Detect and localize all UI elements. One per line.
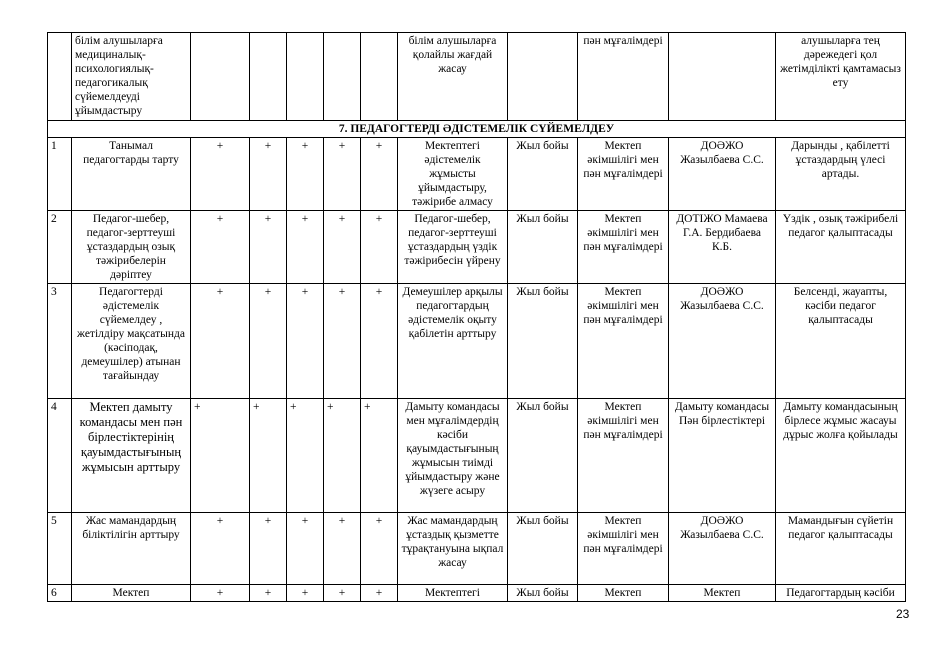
plan-table (47, 32, 906, 602)
page-number: 23 (896, 607, 910, 621)
row-participants: Мектеп әкімшілігі мен пән мұғалімдері (578, 284, 669, 399)
row-mark: + (361, 211, 398, 284)
table-row (48, 513, 906, 585)
row-responsible: ДОӘЖО Жазылбаева С.С. (669, 284, 776, 399)
row-mark: + (361, 138, 398, 211)
row-responsible: Дамыту командасы Пән бірлестіктері (669, 399, 776, 513)
row-mark: + (250, 399, 287, 513)
row-activity: Мектептегі (398, 585, 508, 602)
row-mark: + (361, 284, 398, 399)
section-title: 7. ПЕДАГОГТЕРДІ ӘДІСТЕМЕЛІК СҮЙЕМЕЛДЕУ (48, 121, 906, 138)
row-activity: Мектептегі әдістемелік жұмысты ұйымдастыру, тәжірибе алмасу (398, 138, 508, 211)
row-responsible (669, 33, 776, 121)
row-mark: + (250, 284, 287, 399)
row-participants: Мектеп әкімшілігі мен пән мұғалімдері (578, 399, 669, 513)
row-mark: + (287, 284, 324, 399)
row-number: 1 (48, 138, 72, 211)
row-participants: Мектеп (578, 585, 669, 602)
row-mark: + (250, 513, 287, 585)
row-activity: білім алушыларға қолайлы жағдай жасау (398, 33, 508, 121)
row-result: Мамандығын сүйетін педагог қалыптасады (776, 513, 906, 585)
row-participants: Мектеп әкімшілігі мен пән мұғалімдері (578, 138, 669, 211)
row-name: Танымал педагогтарды тарту (72, 138, 191, 211)
row-responsible: ДОӘЖО Жазылбаева С.С. (669, 138, 776, 211)
row-mark: + (287, 513, 324, 585)
table-row (48, 211, 906, 284)
row-result: Белсенді, жауапты, кәсіби педагог қалыптасады (776, 284, 906, 399)
row-mark: + (191, 138, 250, 211)
row-name: білім алушыларға медициналық-психологиялық-педагогикалық сүйемелдеуді ұйымдастыру (72, 33, 191, 121)
row-mark: + (191, 585, 250, 602)
row-name: Педагог-шебер, педагог-зерттеуші ұстаздардың озық тәжірибелерін дәріптеу (72, 211, 191, 284)
row-participants: пән мұғалімдері (578, 33, 669, 121)
row-result: Дарынды , қабілетті ұстаздардың үлесі артады. (776, 138, 906, 211)
row-number: 2 (48, 211, 72, 284)
row-term: Жыл бойы (508, 138, 578, 211)
row-number: 4 (48, 399, 72, 513)
row-mark: + (250, 138, 287, 211)
row-term (508, 33, 578, 121)
row-number: 5 (48, 513, 72, 585)
row-mark: + (324, 138, 361, 211)
row-mark: + (324, 399, 361, 513)
row-responsible: Мектеп (669, 585, 776, 602)
row-responsible: ДОТІЖО Мамаева Г.А. Бердибаева К.Б. (669, 211, 776, 284)
row-name: Мектеп дамыту командасы мен пән бірлестіктерінің қауымдастығының жұмысын арттыру (72, 399, 191, 513)
row-mark: + (287, 138, 324, 211)
row-mark: + (191, 513, 250, 585)
table-row (48, 33, 906, 121)
row-term: Жыл бойы (508, 585, 578, 602)
row-mark: + (324, 513, 361, 585)
row-number: 3 (48, 284, 72, 399)
row-mark (250, 33, 287, 121)
row-term: Жыл бойы (508, 211, 578, 284)
row-mark: + (324, 284, 361, 399)
row-mark: + (287, 585, 324, 602)
row-result: Дамыту командасының бірлесе жұмыс жасауы дұрыс жолға қойылады (776, 399, 906, 513)
row-number (48, 33, 72, 121)
table-row (48, 284, 906, 399)
table-row (48, 138, 906, 211)
row-term: Жыл бойы (508, 399, 578, 513)
row-mark: + (361, 513, 398, 585)
row-result: алушыларға тең дәрежедегі қол жетімділікті қамтамасыз ету (776, 33, 906, 121)
row-participants: Мектеп әкімшілігі мен пән мұғалімдері (578, 513, 669, 585)
row-activity: Жас мамандардың ұстаздық қызметте тұрақтануына ықпал жасау (398, 513, 508, 585)
row-mark (361, 33, 398, 121)
table-row (48, 585, 906, 602)
row-result: Үздік , озық тәжірибелі педагог қалыптасады (776, 211, 906, 284)
row-mark: + (324, 585, 361, 602)
row-mark: + (191, 399, 250, 513)
row-mark: + (191, 211, 250, 284)
row-mark: + (287, 399, 324, 513)
row-term: Жыл бойы (508, 284, 578, 399)
row-mark: + (361, 585, 398, 602)
row-activity: Демеушілер арқылы педагогтардың әдістемелік оқыту қабілетін арттыру (398, 284, 508, 399)
row-mark: + (287, 211, 324, 284)
row-name: Педагогтерді әдістемелік сүйемелдеу , жетілдіру мақсатында (кәсіподақ, демеушілер) атынан тағайындау (72, 284, 191, 399)
row-participants: Мектеп әкімшілігі мен пән мұғалімдері (578, 211, 669, 284)
row-mark (324, 33, 361, 121)
row-name: Жас мамандардың біліктілігін арттыру (72, 513, 191, 585)
row-mark: + (191, 284, 250, 399)
row-mark (287, 33, 324, 121)
row-mark: + (324, 211, 361, 284)
row-number: 6 (48, 585, 72, 602)
row-activity: Дамыту командасы мен мұғалімдердің кәсіби қауымдастығының жұмысын тиімді ұйымдастыру және жүзеге асыру (398, 399, 508, 513)
row-mark: + (250, 211, 287, 284)
row-result: Педагогтардың кәсіби (776, 585, 906, 602)
row-mark: + (361, 399, 398, 513)
row-term: Жыл бойы (508, 513, 578, 585)
row-activity: Педагог-шебер, педагог-зерттеуші ұстаздардың үздік тәжірибесін үйрену (398, 211, 508, 284)
row-mark: + (250, 585, 287, 602)
section-header-row (48, 121, 906, 138)
table-row (48, 399, 906, 513)
row-responsible: ДОӘЖО Жазылбаева С.С. (669, 513, 776, 585)
row-name: Мектеп (72, 585, 191, 602)
row-mark (191, 33, 250, 121)
